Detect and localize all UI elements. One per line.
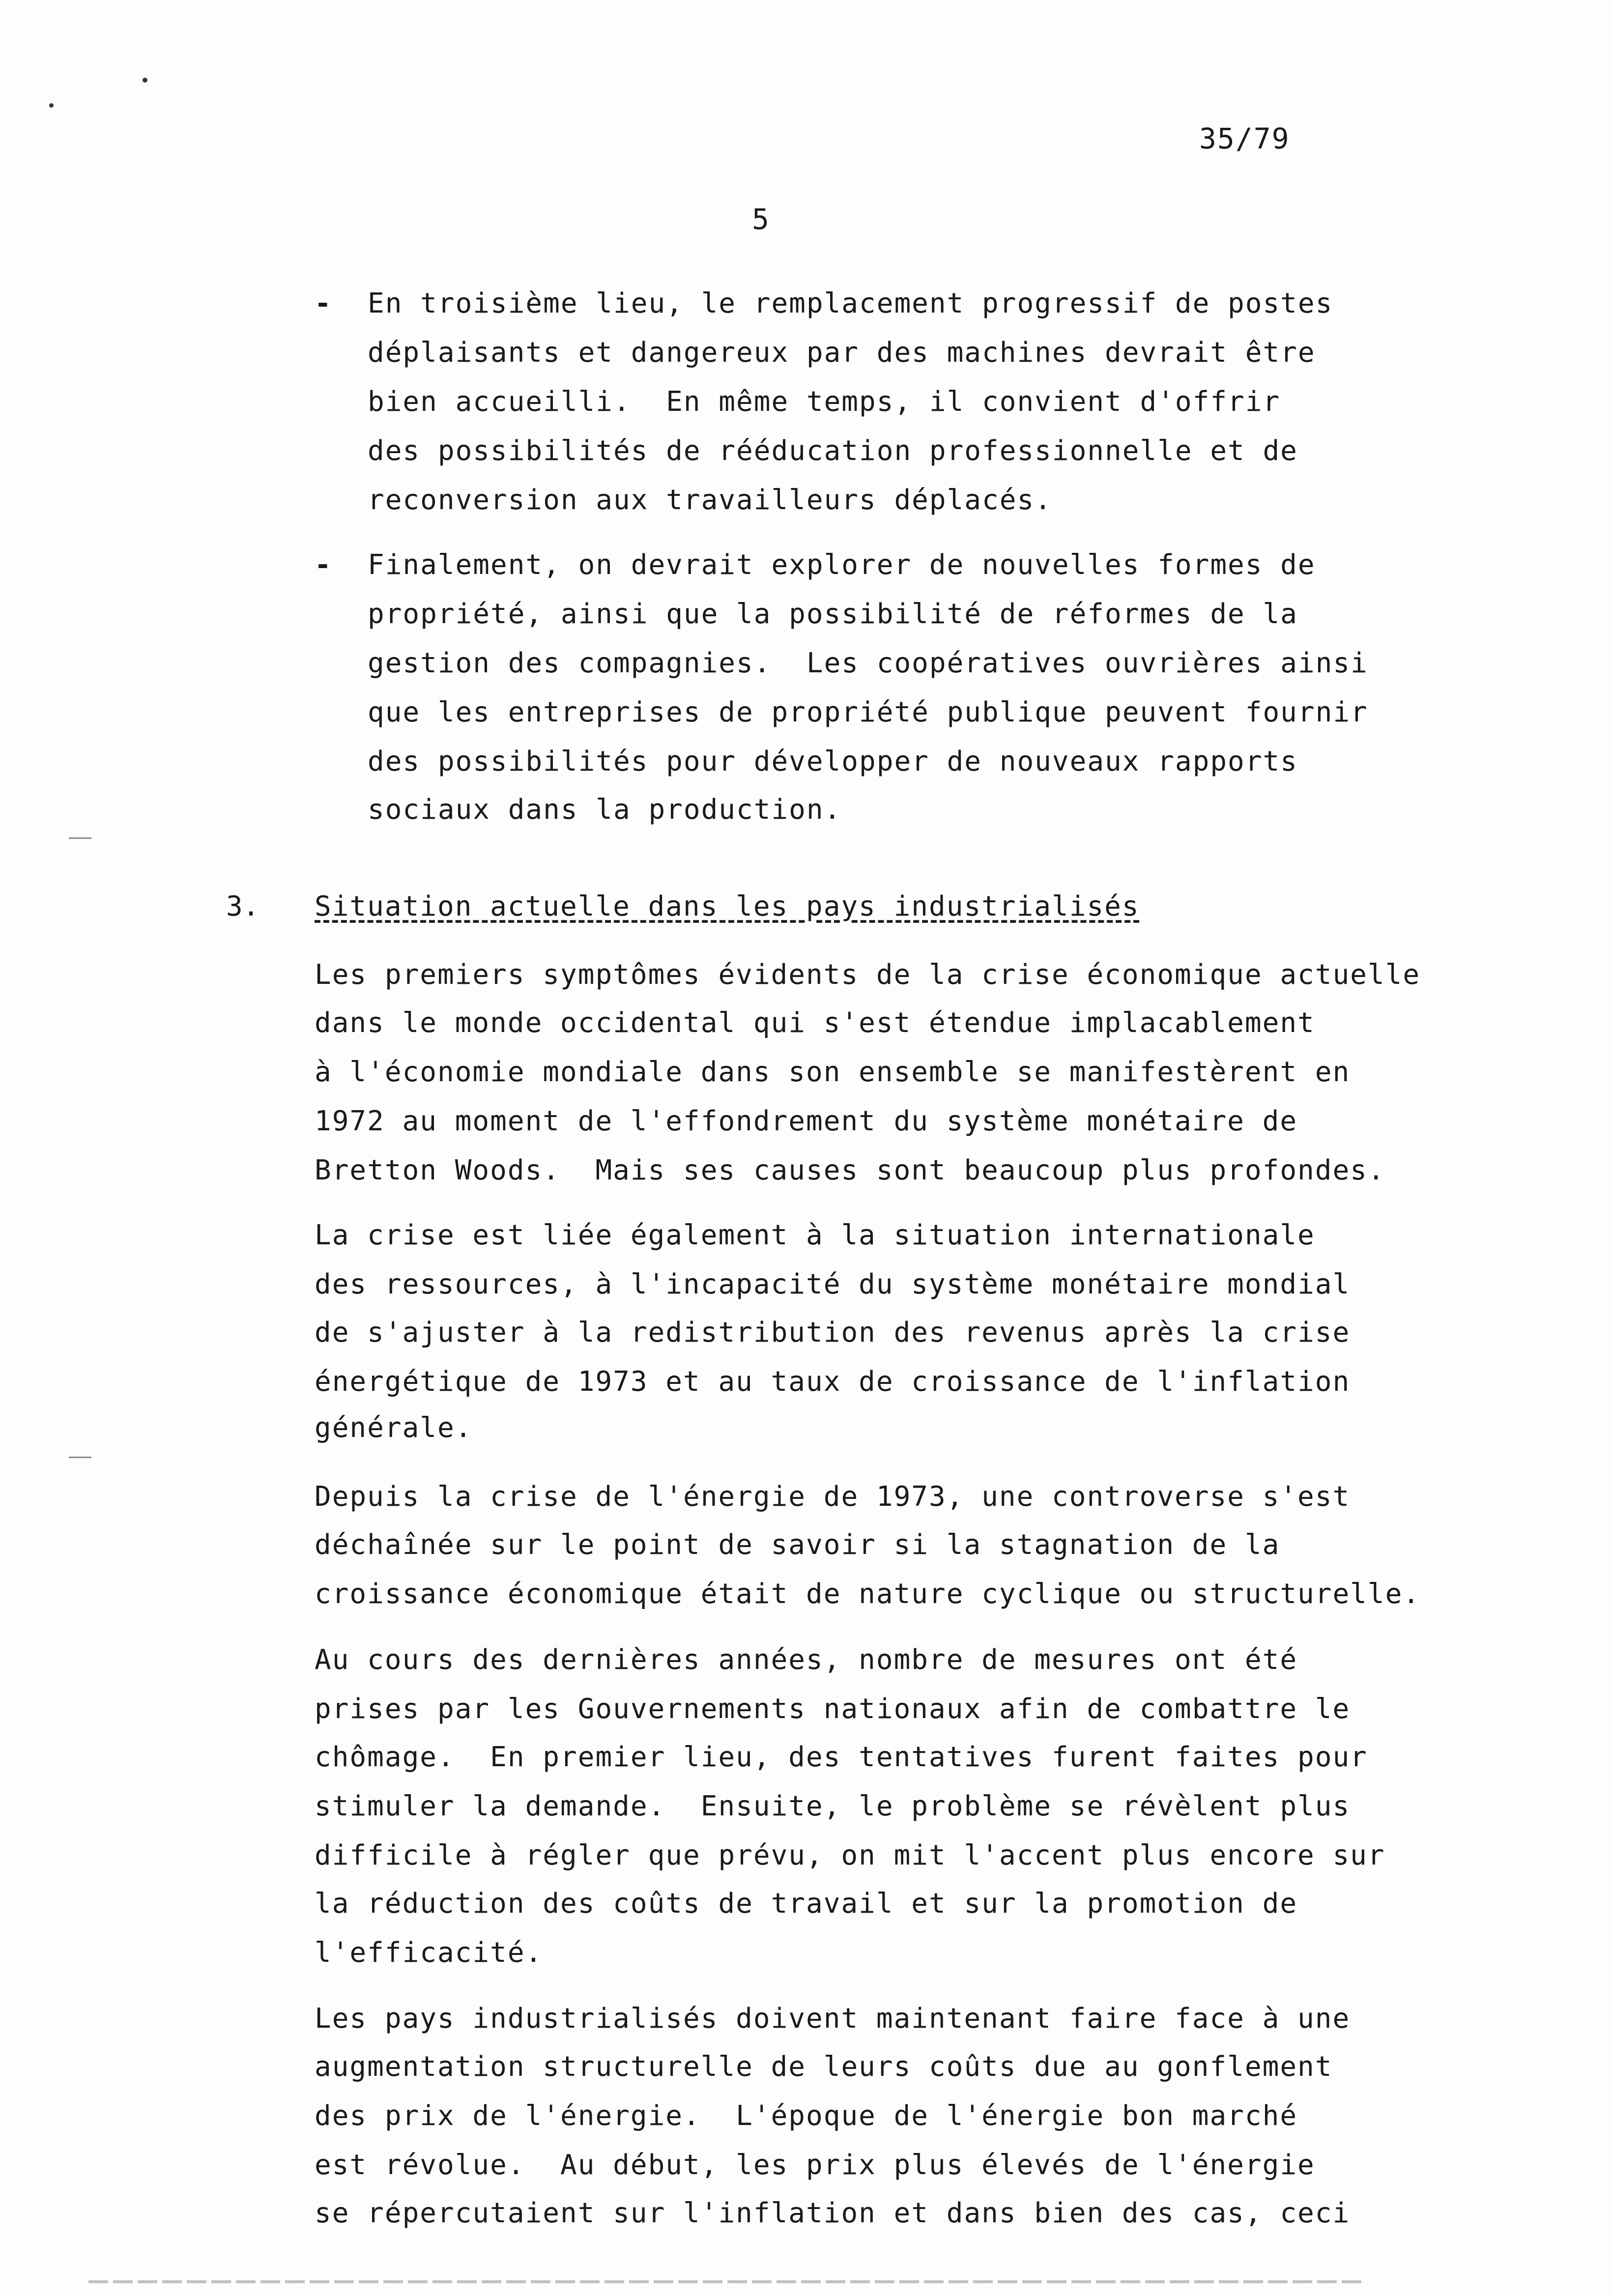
paragraph-line: Au cours des dernières années, nombre de mesures ont été xyxy=(315,1644,1298,1676)
paragraph-line: Depuis la crise de l'énergie de 1973, une controverse s'est xyxy=(315,1481,1351,1513)
document-reference: 35/79 xyxy=(1199,122,1290,155)
paragraph-line: stimuler la demande. Ensuite, le problème se révèlent plus xyxy=(315,1790,1351,1822)
paragraph-line: difficile à régler que prévu, on mit l'accent plus encore sur xyxy=(315,1839,1385,1871)
bullet-line: gestion des compagnies. Les coopératives ouvrières ainsi xyxy=(368,647,1368,679)
paragraph-line: des prix de l'énergie. L'époque de l'énergie bon marché xyxy=(315,2100,1298,2132)
paragraph-line: à l'économie mondiale dans son ensemble se manifestèrent en xyxy=(315,1056,1351,1088)
bottom-scan-edge xyxy=(88,2280,1366,2283)
paragraph-line: Les premiers symptômes évidents de la crise économique actuelle xyxy=(315,959,1421,991)
bullet-line: propriété, ainsi que la possibilité de réformes de la xyxy=(368,598,1298,630)
paragraph-line: Bretton Woods. Mais ses causes sont beaucoup plus profondes. xyxy=(315,1154,1385,1186)
bullet-line: des possibilités pour développer de nouveaux rapports xyxy=(368,746,1298,777)
paragraph-line: générale. xyxy=(315,1412,473,1444)
bullet-line: que les entreprises de propriété publique peuvent fournir xyxy=(368,696,1368,728)
bullet-line: déplaisants et dangereux par des machines devrait être xyxy=(368,337,1316,369)
bullet-line: bien accueilli. En même temps, il convient d'offrir xyxy=(368,386,1281,418)
paragraph-line: énergétique de 1973 et au taux de croissance de l'inflation xyxy=(315,1366,1351,1398)
bullet-marker: - xyxy=(315,549,331,581)
paragraph-line: 1972 au moment de l'effondrement du système monétaire de xyxy=(315,1105,1298,1137)
margin-tick xyxy=(69,1457,91,1458)
bullet-line: En troisième lieu, le remplacement progressif de postes xyxy=(368,287,1333,319)
bullet-line: des possibilités de rééducation professionnelle et de xyxy=(368,435,1298,467)
paragraph-line: chômage. En premier lieu, des tentatives furent faites pour xyxy=(315,1741,1368,1773)
bullet-marker: - xyxy=(315,287,331,319)
paragraph-line: est révolue. Au début, les prix plus élevés de l'énergie xyxy=(315,2149,1315,2181)
margin-tick xyxy=(69,837,91,839)
paragraph-line: se répercutaient sur l'inflation et dans bien des cas, ceci xyxy=(315,2197,1351,2229)
bullet-line: reconversion aux travailleurs déplacés. xyxy=(368,484,1052,516)
section-title: Situation actuelle dans les pays industrialisés xyxy=(315,890,1140,922)
section-number: 3. xyxy=(226,890,259,922)
paragraph-line: de s'ajuster à la redistribution des revenus après la crise xyxy=(315,1317,1351,1349)
paragraph-line: des ressources, à l'incapacité du système monétaire mondial xyxy=(315,1268,1351,1300)
paragraph-line: l'efficacité. xyxy=(315,1937,543,1969)
paragraph-line: prises par les Gouvernements nationaux afin de combattre le xyxy=(315,1693,1351,1725)
paragraph-line: croissance économique était de nature cyclique ou structurelle. xyxy=(315,1578,1421,1610)
paragraph-line: dans le monde occidental qui s'est étendue implacablement xyxy=(315,1007,1315,1039)
paragraph-line: la réduction des coûts de travail et sur la promotion de xyxy=(315,1888,1298,1920)
scan-speck xyxy=(143,78,147,83)
paragraph-line: augmentation structurelle de leurs coûts due au gonflement xyxy=(315,2051,1333,2083)
bullet-line: sociaux dans la production. xyxy=(368,794,842,826)
bullet-line: Finalement, on devrait explorer de nouvelles formes de xyxy=(368,549,1316,581)
scan-speck xyxy=(49,103,54,108)
paragraph-line: La crise est liée également à la situation internationale xyxy=(315,1219,1315,1251)
page-number: 5 xyxy=(752,202,769,236)
paragraph-line: déchaînée sur le point de savoir si la stagnation de la xyxy=(315,1529,1280,1561)
paragraph-line: Les pays industrialisés doivent maintenant faire face à une xyxy=(315,2003,1351,2035)
